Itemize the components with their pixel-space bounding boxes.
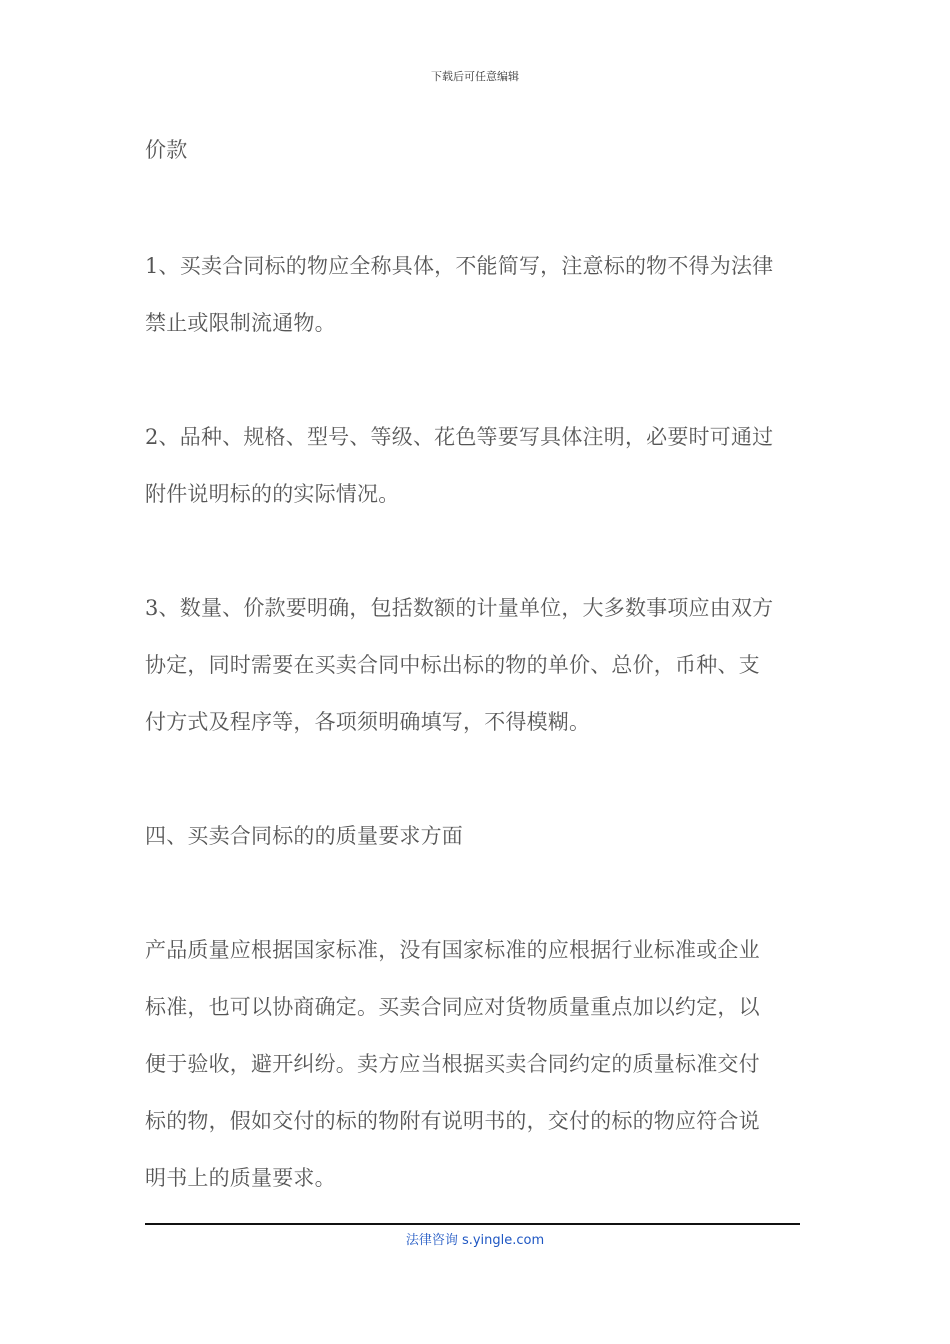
footer-divider <box>145 1223 800 1225</box>
paragraph-1-line-2: 禁止或限制流通物。 <box>145 311 336 335</box>
paragraph-4-line-1: 产品质量应根据国家标准，没有国家标准的应根据行业标准或企业 <box>145 938 760 962</box>
header-note: 下载后可任意编辑 <box>431 70 519 83</box>
footer-link[interactable]: 法律咨询 s.yingle.com <box>405 1233 545 1248</box>
paragraph-4-line-3: 便于验收，避开纠纷。卖方应当根据买卖合同约定的质量标准交付 <box>145 1052 760 1076</box>
paragraph-2-line-2: 附件说明标的的实际情况。 <box>145 482 400 506</box>
paragraph-4-line-2: 标准，也可以协商确定。买卖合同应对货物质量重点加以约定，以 <box>145 995 760 1019</box>
paragraph-4-line-4: 标的物，假如交付的标的物附有说明书的，交付的标的物应符合说 <box>145 1109 760 1133</box>
paragraph-1-line-1: 1、买卖合同标的物应全称具体，不能简写，注意标的物不得为法律 <box>145 254 774 278</box>
paragraph-3-line-2: 协定，同时需要在买卖合同中标出标的物的单价、总价，币种、支 <box>145 653 760 677</box>
section-fragment-heading: 价款 <box>145 138 188 162</box>
paragraph-2-line-1: 2、品种、规格、型号、等级、花色等要写具体注明，必要时可通过 <box>145 425 774 449</box>
paragraph-3-line-3: 付方式及程序等，各项须明确填写，不得模糊。 <box>145 710 591 734</box>
paragraph-3-line-1: 3、数量、价款要明确，包括数额的计量单位，大多数事项应由双方 <box>145 596 774 620</box>
section-4-heading: 四、买卖合同标的的质量要求方面 <box>145 824 463 848</box>
paragraph-4-line-5: 明书上的质量要求。 <box>145 1166 336 1190</box>
